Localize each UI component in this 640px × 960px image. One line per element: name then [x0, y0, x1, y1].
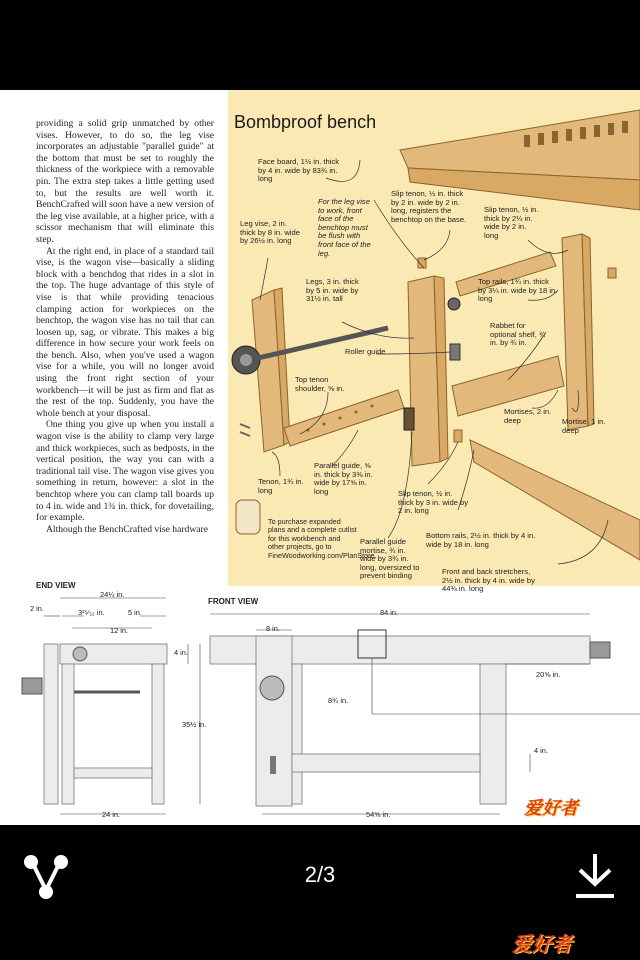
paragraph: Although the BenchCrafted vise hardware: [46, 523, 208, 535]
front-view-dim: 54⅝ in.: [366, 810, 391, 819]
end-view-dim: 35½ in.: [182, 720, 207, 729]
label-slip-tenon-top: Slip tenon, ½ in. thick by 2 in. wide by 2 in. long, registers the benchtop on the base.: [391, 189, 467, 224]
end-view-dim: 5 in.: [128, 608, 142, 617]
end-view-dim: 24¼ in.: [100, 590, 125, 599]
label-bottom-rails: Bottom rails, 2½ in. thick by 4 in. wide by 18 in. long: [426, 531, 536, 549]
label-slip-tenon-bottom: Slip tenon, ½ in. thick by 3 in. wide by 2 in. long: [398, 489, 469, 516]
paragraph: At the right end, in place of a standard tail vise, is the wagon vise—basically a sliding block with a benchdog that rides in a slot in the top. The huge advantage of this style of vise is that while providing tenacious clamping action for workpieces on the benchtop, the wagon vise has no tail that can loosen up, sag, or vibrate. This makes a big difference in how secure your work feels on the bench. Also, when you've used a wagon vise for a while, you will no longer avoid using the front right section of your workbench—it will be just as firm and flat as the rest of the top. Suddenly, you have the whole bench at your disposal.: [36, 245, 214, 419]
label-mortises-2in: Mortises, 2 in. deep: [504, 407, 552, 425]
technical-drawings: [0, 586, 640, 825]
article-text-column: [36, 118, 214, 535]
end-view-dim: 2 in.: [30, 604, 44, 613]
label-top-rails: Top rails, 1¾ in. thick by 3¼ in. wide by 18 in. long: [478, 277, 558, 304]
label-top-tenon: Top tenon shoulder, ⅝ in.: [295, 375, 345, 393]
front-view-title: FRONT VIEW: [208, 597, 259, 606]
paragraph: One thing you give up when you install a wagon vise is the ability to clamp very large and thick workpieces, such as bedposts, in the vertical position, the way you can with a traditional tail vise. The wagon vise gives you something in return, however: a slot in the benchtop where you can clamp tall boards up to 4 in. wide and 1¾ in. thick, for dovetailing, for example.: [36, 419, 214, 524]
front-view-dim: 8¾ in.: [328, 696, 349, 705]
label-stretchers: Front and back stretchers, 2½ in. thick by 4 in. wide by 44⅜ in. long: [442, 567, 535, 594]
label-parallel-guide-mortise: Parallel guide mortise, ¾ in. wide by 3¾ in. long, oversized to prevent binding: [360, 537, 420, 581]
front-view-dim: 84 in.: [380, 608, 399, 617]
label-parallel-guide: Parallel guide, ⅝ in. thick by 3⅜ in. wide by 17⅝ in. long: [314, 461, 373, 496]
label-leg-vise-note: For the leg vise to work, front face of the benchtop must be flush with front face of the leg.: [318, 197, 371, 258]
front-view-dim: 4 in.: [534, 746, 548, 755]
label-slip-tenon-right: Slip tenon, ½ in. thick by 2¼ in. wide by 2 in. long: [484, 205, 539, 240]
label-legs: Legs, 3 in. thick by 5 in. wide by 31½ in. tall: [306, 277, 359, 304]
page-watermark-logo: [524, 794, 578, 820]
paragraph: providing a solid grip unmatched by other vises. However, to do so, the leg vise incorporates an adjustable "parallel guide" at the bottom that must be set to roughly the thickness of the workpiece with a removable pin. The extra step takes a little getting used to, but the results are well worth it. BenchCrafted will soon have a new version of the leg vise available, at a higher price, with a scissor mechanism that will eliminate this step.: [36, 118, 214, 245]
watermark-text: 爱好者: [512, 934, 572, 956]
label-rabbet: Rabbet for optional shelf, ¾ in. by ¾ in.: [490, 321, 546, 348]
end-view-dim: 12 in.: [110, 626, 129, 635]
diagram-title: Bombproof bench: [234, 112, 377, 132]
front-view-dim: 8 in.: [266, 624, 280, 633]
document-page: [0, 90, 640, 825]
end-view-dim: 3²⁵⁄₃₂ in.: [78, 608, 105, 617]
page-indicator: 2/3: [304, 862, 336, 887]
front-view-dim: 20⅝ in.: [536, 670, 561, 679]
download-button[interactable]: [572, 852, 618, 900]
label-leg-vise: Leg vise, 2 in. thick by 8 in. wide by 26½ in. long: [240, 219, 300, 246]
watermark-text: 爱好者: [524, 798, 578, 818]
label-tenon: Tenon, 1¾ in. long: [258, 477, 304, 495]
end-view-dim: 24 in.: [102, 810, 121, 819]
label-face-board: Face board, 1½ in. thick by 4 in. wide by 83¾ in. long: [258, 157, 340, 184]
app-watermark-logo: [512, 928, 572, 957]
label-mortise-1in: Mortise, 1 in. deep: [562, 417, 606, 435]
end-view-title: END VIEW: [36, 581, 76, 590]
end-view-dim: 4 in.: [174, 648, 188, 657]
download-icon: [572, 852, 618, 900]
promo-note: To purchase expanded plans and a complete cutlist for this workbench and other projects, go to FineWoodworking.com/PlanStore.: [268, 517, 377, 560]
label-roller-guide: Roller guide: [345, 347, 386, 356]
